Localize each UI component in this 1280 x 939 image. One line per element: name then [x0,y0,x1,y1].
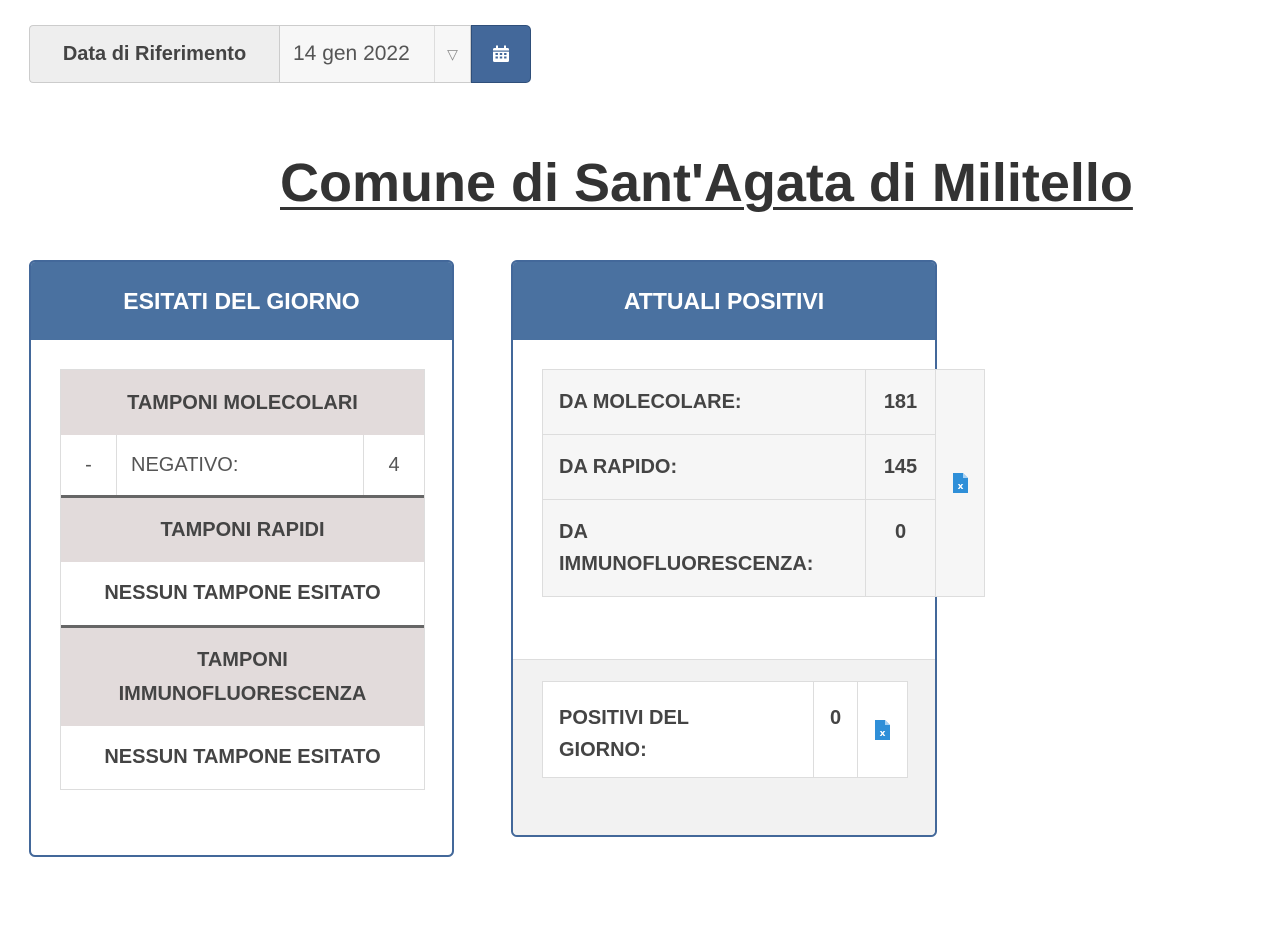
positivi-giorno-table [542,681,908,778]
svg-text:x: x [879,728,886,739]
row-value: 4 [388,453,400,476]
immuno-heading-line1: TAMPONI [197,649,288,671]
positivi-panel-heading: ATTUALI POSITIVI [513,262,935,340]
positivi-panel [511,260,963,837]
title-prefix: Comune di [280,153,574,213]
date-label: Data di Riferimento [29,25,279,83]
row-label-line2: IMMUNOFLUORESCENZA: [559,553,814,575]
excel-file-icon [874,719,891,741]
positivi-table [542,369,985,597]
row-value: 145 [883,456,918,478]
esitati-panel [29,260,454,857]
page-title [280,152,1133,214]
positivi-table-body [542,369,935,597]
table-row [543,370,935,435]
row-dash: - [61,435,117,495]
esitati-panel-heading: ESITATI DEL GIORNO [31,262,452,340]
immuno-heading-line2: IMMUNOFLUORESCENZA [118,683,367,705]
esitati-table [60,369,425,790]
rapidi-none-message: NESSUN TAMPONE ESITATO [61,562,424,628]
title-comune-name: Sant'Agata di Militello [574,153,1133,213]
row-value: 181 [883,391,918,413]
positivi-giorno-value: 0 [814,682,858,777]
row-label-line1: DA [559,521,588,543]
row-label [543,500,866,596]
calendar-button[interactable] [471,25,531,83]
positivi-giorno-label [543,682,814,777]
export-positivi-button[interactable] [935,369,985,597]
immuno-heading [61,628,424,726]
svg-text:x: x [957,482,963,492]
row-label: DA RAPIDO: [543,435,866,499]
table-row [543,435,935,500]
date-select[interactable] [279,25,471,83]
immuno-none-message: NESSUN TAMPONE ESITATO [61,726,424,789]
chevron-down-icon[interactable]: ▽ [434,26,470,82]
date-selector [29,25,531,83]
row-label: DA MOLECOLARE: [543,370,866,434]
row-value: 0 [894,521,907,543]
row-label: NEGATIVO: [117,435,364,495]
calendar-icon [492,45,510,63]
export-positivi-giorno-button[interactable] [858,682,907,777]
positivi-footer [513,659,935,835]
table-row [61,435,424,498]
positivi-giorno-label-line2: GIORNO: [559,739,647,761]
table-row [543,500,935,596]
date-select-value: 14 gen 2022 [293,42,410,65]
positivi-giorno-label-line1: POSITIVI DEL [559,707,690,729]
molecolari-heading: TAMPONI MOLECOLARI [61,370,424,435]
excel-file-icon [952,472,969,494]
rapidi-heading: TAMPONI RAPIDI [61,498,424,562]
